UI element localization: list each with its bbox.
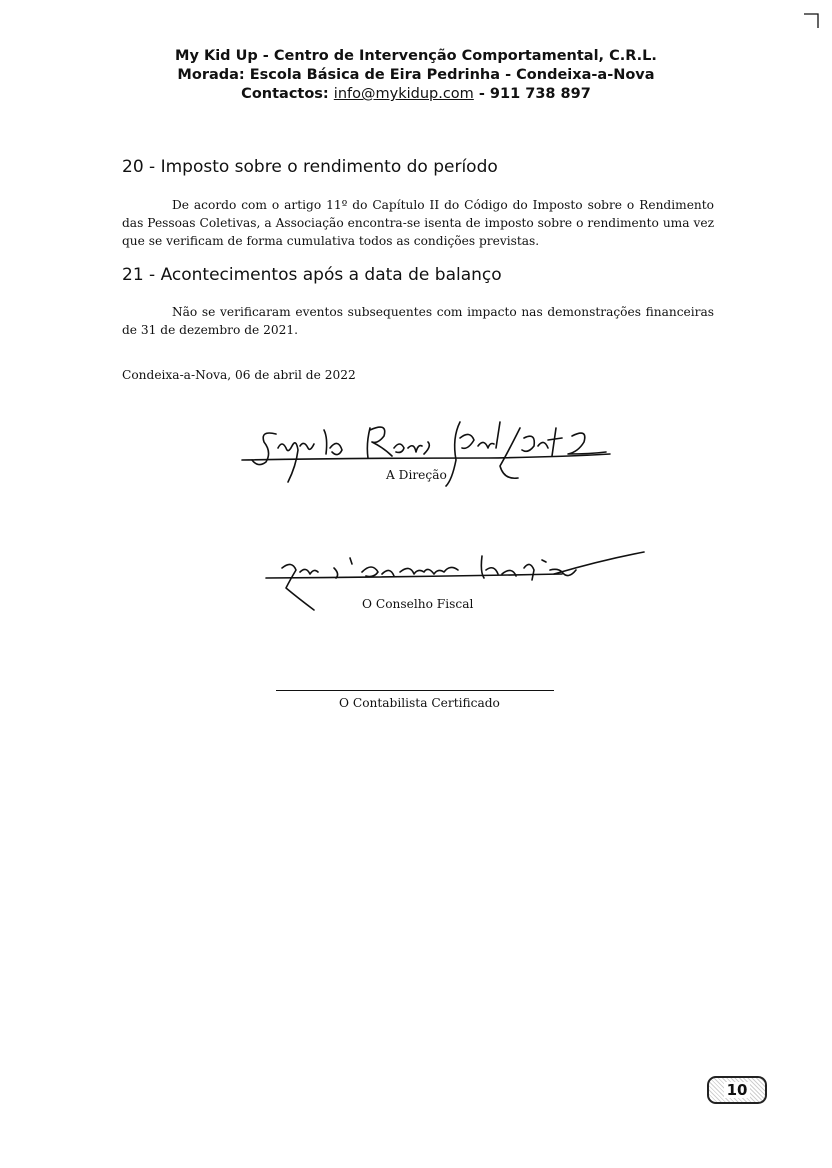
accountant-signature-line: [276, 690, 554, 691]
letterhead-organization: My Kid Up - Centro de Intervenção Comportamental, C.R.L.: [175, 48, 657, 64]
corner-crop-mark: [800, 8, 822, 30]
letterhead: [120, 47, 712, 104]
section-title-21: 21 - Acontecimentos após a data de balanço: [122, 265, 502, 285]
place-date: Condeixa-a-Nova, 06 de abril de 2022: [122, 368, 356, 382]
letterhead-address: Morada: Escola Básica de Eira Pedrinha - Condeixa-a-Nova: [177, 67, 655, 83]
fiscal-council-label: O Conselho Fiscal: [362, 597, 474, 611]
page-number: 10: [724, 1082, 751, 1098]
accountant-label: O Contabilista Certificado: [339, 696, 500, 710]
section-title-20: 20 - Imposto sobre o rendimento do período: [122, 157, 498, 177]
contacts-label: Contactos:: [241, 86, 329, 102]
letterhead-contacts: [120, 85, 712, 104]
direction-signature-image: [238, 408, 618, 498]
section-body-20: De acordo com o artigo 11º do Capítulo II do Código do Imposto sobre o Rendimento das Pessoas Coletivas, a Associação encontra-se isenta de imposto sobre o rendimento uma vez que se verificam de forma cumulativa todos as condições previstas.: [122, 198, 714, 248]
contact-email: info@mykidup.com: [333, 86, 474, 102]
direction-label: A Direção: [386, 468, 447, 482]
contact-phone: - 911 738 897: [473, 86, 591, 102]
page-number-stamp: [707, 1076, 767, 1104]
section-body-21: Não se verificaram eventos subsequentes com impacto nas demonstrações financeiras de 31 de dezembro de 2021.: [122, 305, 714, 337]
